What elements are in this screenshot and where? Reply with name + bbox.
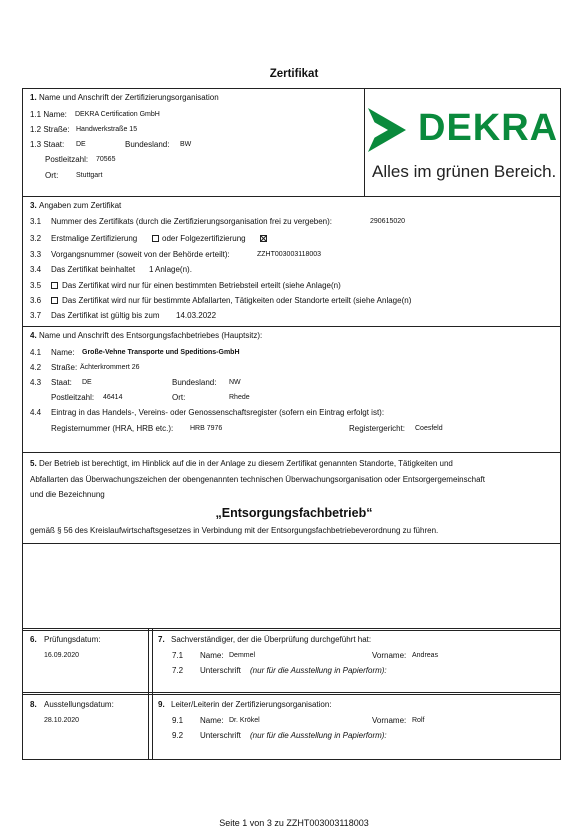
row-3-6-text: Das Zertifikat wird nur für bestimmte Abfallarten, Tätigkeiten oder Standorte erteilt (siehe Anlage(n) [62,296,412,305]
org-ort-label: Ort: [45,171,59,180]
row-4-2-number: 4.2 [30,363,42,372]
page-title: Zertifikat [269,68,319,80]
divider [22,543,561,544]
org-plz-value: 70565 [96,156,116,163]
company-plz-value: 46414 [103,394,123,401]
leader-name-label: Name: [200,716,224,725]
waste-types-checkbox[interactable] [51,297,58,304]
row-3-7-number: 3.7 [30,311,42,320]
org-state-label: 1.3 Staat: [30,140,65,149]
org-name-label: 1.1 Name: [30,110,67,119]
leader-signature-note: (nur für die Ausstellung in Papierform): [250,731,387,740]
company-land-value: NW [229,379,241,386]
section-3-number: 3. [30,201,37,210]
leader-firstname-value: Rolf [412,717,425,724]
row-3-1-text: Nummer des Zertifikats (durch die Zertifizierungsorganisation frei zu vergeben): [51,217,333,226]
leader-signature-label: Unterschrift [200,731,241,740]
dekra-wordmark: DEKRA [418,107,559,149]
section-7-number: 7. [158,635,165,644]
company-street-label: Straße: [51,363,78,372]
divider [22,452,561,453]
org-state-value: DE [76,141,86,148]
entsorgungsfachbetrieb-title: „Entsorgungsfachbetrieb“ [215,506,373,520]
page-footer: Seite 1 von 3 zu ZZHT003003118003 [219,818,369,828]
register-number-value: HRB 7976 [190,425,223,432]
section-5-line-1: Der Betrieb ist berechtigt, im Hinblick auf die in der Anlage zu diesem Zertifikat genannten Standorte, Tätigkeiten und [39,459,453,468]
section-9-heading: Leiter/Leiterin der Zertifizierungsorganisation: [171,700,332,709]
leader-firstname-label: Vorname: [372,716,407,725]
row-9-2-number: 9.2 [172,731,184,740]
row-9-1-number: 9.1 [172,716,184,725]
follow-certification-checkbox[interactable] [260,235,267,242]
row-4-4-text: Eintrag in das Handels-, Vereins- oder Genossenschaftsregister (sofern ein Eintrag erfolgt ist): [51,408,385,417]
company-state-value: DE [82,379,92,386]
row-7-2-number: 7.2 [172,666,184,675]
row-3-2-follow-label: oder Folgezertifizierung [162,234,246,243]
section-5-number: 5. [30,459,37,468]
register-court-value: Coesfeld [415,425,443,432]
row-3-4-number: 3.4 [30,265,42,274]
inspection-date-value: 16.09.2020 [44,652,80,659]
divider [148,628,149,760]
section-4-number: 4. [30,331,37,340]
company-state-label: Staat: [51,378,72,387]
leader-name-value: Dr. Krökel [229,717,260,724]
inspection-date-label: Prüfungsdatum: [44,635,101,644]
row-4-3-number: 4.3 [30,378,42,387]
attachment-count: 1 [149,265,154,274]
expert-firstname-label: Vorname: [372,651,407,660]
section-4-heading: Name und Anschrift des Entsorgungsfachbetriebes (Hauptsitz): [39,331,263,340]
section-7-heading: Sachverständiger, der die Überprüfung durchgeführt hat: [171,635,372,644]
row-3-4-text: Das Zertifikat beinhaltet [51,265,136,274]
row-3-4-suffix: Anlage(n). [155,265,192,274]
section-6-number: 6. [30,635,37,644]
section-8-number: 8. [30,700,37,709]
row-7-1-number: 7.1 [172,651,184,660]
org-street-value: Handwerkstraße 15 [76,126,138,133]
valid-until-date: 14.03.2022 [176,311,217,320]
expert-name-label: Name: [200,651,224,660]
divider [22,628,561,629]
org-land-label: Bundesland: [125,140,170,149]
company-ort-value: Rhede [229,394,250,401]
company-name-value: Große-Vehne Transporte und Speditions-GmbH [82,349,240,356]
section-5-line-3: und die Bezeichnung [30,490,105,499]
issue-date-value: 28.10.2020 [44,717,80,724]
issue-date-label: Ausstellungsdatum: [44,700,114,709]
expert-signature-label: Unterschrift [200,666,241,675]
org-name-value: DEKRA Certification GmbH [75,111,160,118]
register-number-label: Registernummer (HRA, HRB etc.): [51,424,174,433]
row-4-1-number: 4.1 [30,348,42,357]
row-3-3-number: 3.3 [30,250,42,259]
company-plz-label: Postleitzahl: [51,393,95,402]
expert-name-value: Demmel [229,652,256,659]
company-street-value: Ächterkrommert 26 [80,364,140,371]
section-3-heading: Angaben zum Zertifikat [39,201,122,210]
divider [22,196,561,197]
divider [22,326,561,327]
company-land-label: Bundesland: [172,378,217,387]
row-3-7-text: Das Zertifikat ist gültig bis zum [51,311,160,320]
row-3-3-text: Vorgangsnummer (soweit von der Behörde erteilt): [51,250,230,259]
org-land-value: BW [180,141,192,148]
dekra-logo [364,90,561,195]
row-3-5-number: 3.5 [30,281,42,290]
section-5-line-4: gemäß § 56 des Kreislaufwirtschaftsgesetzes in Verbindung mit der Entsorgungsfachbetriebeverordnung zu führen. [30,526,439,535]
row-3-1-number: 3.1 [30,217,42,226]
divider [22,692,561,693]
section-1-heading: Name und Anschrift der Zertifizierungsorganisation [39,93,219,102]
register-court-label: Registergericht: [349,424,406,433]
expert-firstname-value: Andreas [412,652,439,659]
certificate-number: 290615020 [370,218,406,225]
org-ort-value: Stuttgart [76,172,103,179]
company-name-label: Name: [51,348,75,357]
divider [152,628,153,760]
section-9-number: 9. [158,700,165,709]
section-5-line-2: Abfallarten das Überwachungszeichen der obengenannten technischen Überwachungsorganisation oder Entsorgergemeinschaft [30,475,485,484]
company-ort-label: Ort: [172,393,186,402]
dekra-slogan: Alles im grünen Bereich. [372,162,557,181]
business-part-checkbox[interactable] [51,282,58,289]
expert-signature-note: (nur für die Ausstellung in Papierform): [250,666,387,675]
row-3-6-number: 3.6 [30,296,42,305]
first-certification-checkbox[interactable] [152,235,159,242]
section-1-number: 1. [30,93,37,102]
org-street-label: 1.2 Straße: [30,125,70,134]
row-4-4-number: 4.4 [30,408,42,417]
row-3-2-first-label: Erstmalige Zertifizierung [51,234,138,243]
row-3-2-number: 3.2 [30,234,42,243]
org-plz-label: Postleitzahl: [45,155,89,164]
row-3-5-text: Das Zertifikat wird nur für einen bestimmten Betriebsteil erteilt (siehe Anlage(n) [62,281,341,290]
process-number: ZZHT003003118003 [257,251,322,258]
divider [22,694,561,695]
divider [22,630,561,631]
